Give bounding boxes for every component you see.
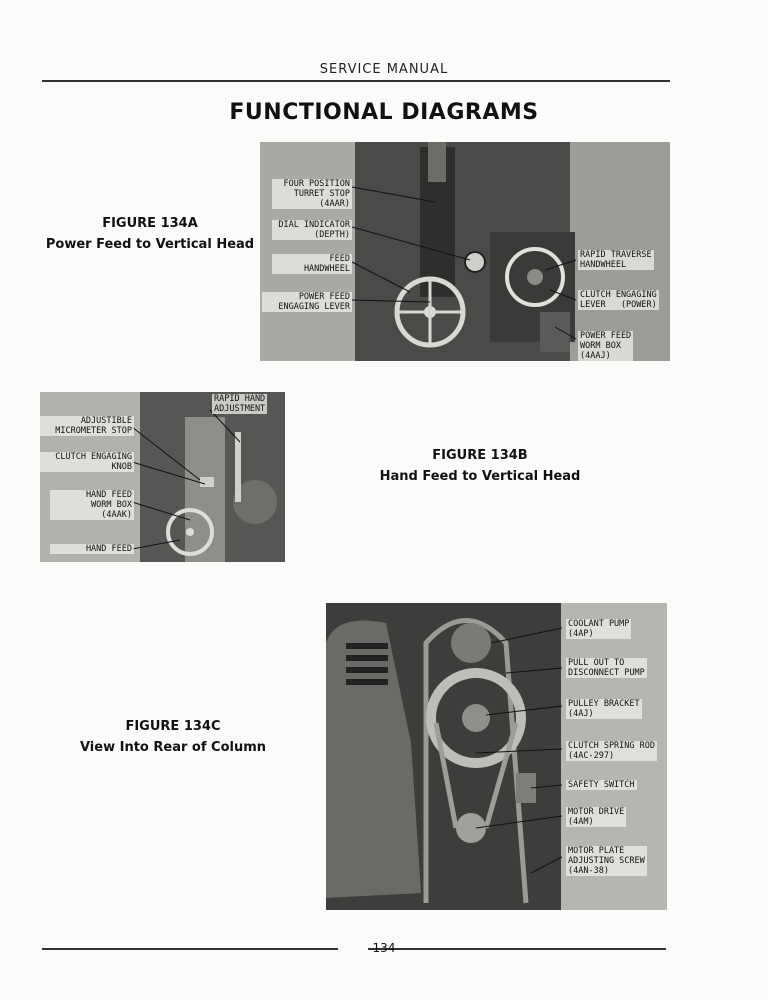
figure-134c-photo [326,603,667,910]
figure-134a-caption [40,213,260,255]
callout-four-position-turret-stop: FOUR POSITION TURRET STOP (4AAR) [272,179,352,209]
callout-feed-handwheel: FEED HANDWHEEL [272,254,352,274]
callout-clutch-engaging-knob: CLUTCH ENGAGING KNOB [40,452,134,472]
callout-power-feed-worm-box: POWER FEED WORM BOX (4AAJ) [580,331,632,361]
figure-134b-caption [370,445,590,487]
figure-134b-title: Hand Feed to Vertical Head [379,469,581,484]
header-rule [42,80,670,82]
running-header: SERVICE MANUAL [319,62,449,77]
page-title: FUNCTIONAL DIAGRAMS [229,100,539,125]
callout-rapid-hand-adjustment: RAPID HAND ADJUSTMENT [214,394,266,414]
figure-134b-photo [40,392,285,562]
callout-pulley-bracket: PULLEY BRACKET (4AJ) [568,699,640,719]
figure-134a-number: FIGURE 134A [102,216,198,231]
page-number: 134 [372,941,396,955]
figure-134a-photo [260,142,670,361]
callout-clutch-engaging-lever: CLUTCH ENGAGING LEVER (POWER) [580,290,657,310]
callout-motor-drive: MOTOR DRIVE (4AM) [568,807,625,827]
figure-134c-title: View Into Rear of Column [79,740,267,755]
callout-coolant-pump: COOLANT PUMP (4AP) [568,619,630,639]
callout-motor-plate-adjusting-screw: MOTOR PLATE ADJUSTING SCREW (4AN-38) [568,846,645,876]
callout-adjustible-micrometer-stop: ADJUSTIBLE MICROMETER STOP [40,416,134,436]
figure-134c-caption [63,716,283,758]
callout-hand-feed-worm-box: HAND FEED WORM BOX (4AAK) [50,490,134,520]
callout-clutch-spring-rod: CLUTCH SPRING ROD (4AC-297) [568,741,655,761]
callout-hand-feed: HAND FEED [50,544,134,554]
callout-dial-indicator: DIAL INDICATOR (DEPTH) [272,220,352,240]
callout-rapid-traverse-handwheel: RAPID TRAVERSE HANDWHEEL [580,250,652,270]
figure-134b-number: FIGURE 134B [432,448,528,463]
callout-safety-switch: SAFETY SWITCH [568,780,635,790]
figure-134a-title: Power Feed to Vertical Head [45,237,255,252]
callout-power-feed-engaging-lever: POWER FEED ENGAGING LEVER [262,292,352,312]
callout-pull-out-to-disconnect-pump: PULL OUT TO DISCONNECT PUMP [568,658,645,678]
figure-134c-number: FIGURE 134C [125,719,221,734]
